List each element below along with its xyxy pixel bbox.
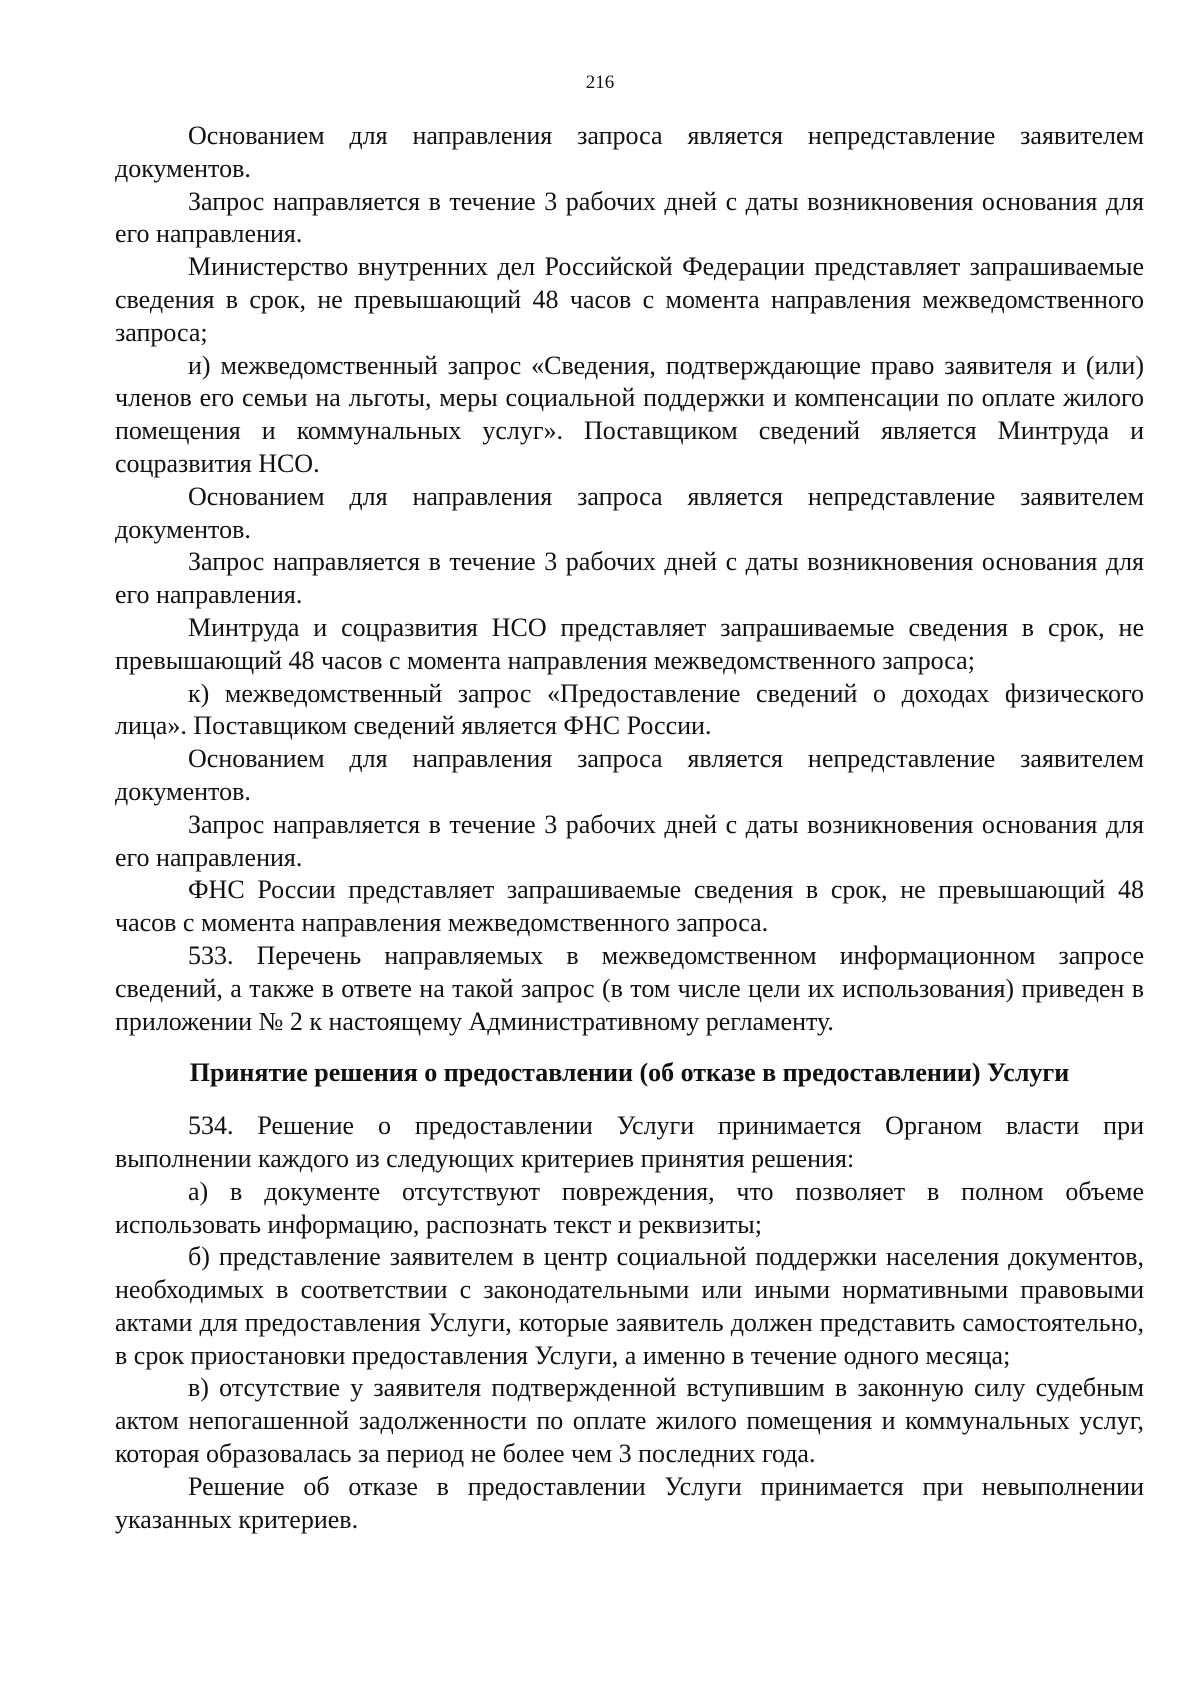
document-body bbox=[115, 120, 1144, 1536]
paragraph: Основанием для направления запроса является непредставление заявителем документов. bbox=[115, 744, 1144, 806]
paragraph: а) в документе отсутствуют повреждения, что позволяет в полном объеме использовать информацию, распознать текст и реквизиты; bbox=[115, 1176, 1144, 1239]
paragraph: Запрос направляется в течение 3 рабочих дней с даты возникновения основания для его направления. bbox=[115, 186, 1144, 249]
section-heading: Принятие решения о предоставлении (об отказе в предоставлении) Услуги bbox=[189, 1058, 1070, 1088]
paragraph: 534. Решение о предоставлении Услуги принимается Органом власти при выполнении каждого из следующих критериев принятия решения: bbox=[115, 1111, 1144, 1173]
paragraph: и) межведомственный запрос «Сведения, подтверждающие право заявителя и (или) членов его семьи на льготы, меры социальной поддержки и компенсации по оплате жилого помещения и коммунальных услуг». Поставщиком сведений является Минтруда и соцразвития НСО. bbox=[115, 350, 1144, 478]
paragraph: Минтруда и соцразвития НСО представляет запрашиваемые сведения в срок, не превышающий 48 часов с момента направления межведомственного запроса; bbox=[115, 612, 1144, 675]
paragraph: Запрос направляется в течение 3 рабочих дней с даты возникновения основания для его направления. bbox=[115, 809, 1144, 872]
paragraph: Основанием для направления запроса является непредставление заявителем документов. bbox=[115, 481, 1144, 544]
paragraph: к) межведомственный запрос «Предоставление сведений о доходах физического лица». Поставщиком сведений является ФНС России. bbox=[115, 678, 1144, 741]
paragraph: Основанием для направления запроса является непредставление заявителем документов. bbox=[115, 121, 1144, 183]
paragraph: б) представление заявителем в центр социальной поддержки населения документов, необходимых в соответствии с законодательными или иными нормативными правовыми актами для предоставления Услуги, которые заявитель должен представить самостоятельно, в срок приостановки предоставления Услуги, а именно в течение одного месяца; bbox=[115, 1242, 1144, 1370]
paragraph: Министерство внутренних дел Российской Федерации представляет запрашиваемые сведения в срок, не превышающий 48 часов с момента направления межведомственного запроса; bbox=[115, 252, 1144, 347]
paragraph: Решение об отказе в предоставлении Услуги принимается при невыполнении указанных критериев. bbox=[115, 1471, 1144, 1534]
paragraph: 533. Перечень направляемых в межведомственном информационном запросе сведений, а также в ответе на такой запрос (в том числе цели их использования) приведен в приложении № 2 к настоящему Административному регламенту. bbox=[115, 940, 1144, 1036]
paragraph: в) отсутствие у заявителя подтвержденной вступившим в законную силу судебным актом непогашенной задолженности по оплате жилого помещения и коммунальных услуг, которая образовалась за период не более чем 3 последних года. bbox=[115, 1373, 1144, 1469]
paragraph: ФНС России представляет запрашиваемые сведения в срок, не превышающий 48 часов с момента направления межведомственного запроса. bbox=[115, 875, 1144, 938]
page-number: 216 bbox=[585, 72, 615, 93]
paragraph: Запрос направляется в течение 3 рабочих дней с даты возникновения основания для его направления. bbox=[115, 547, 1144, 610]
